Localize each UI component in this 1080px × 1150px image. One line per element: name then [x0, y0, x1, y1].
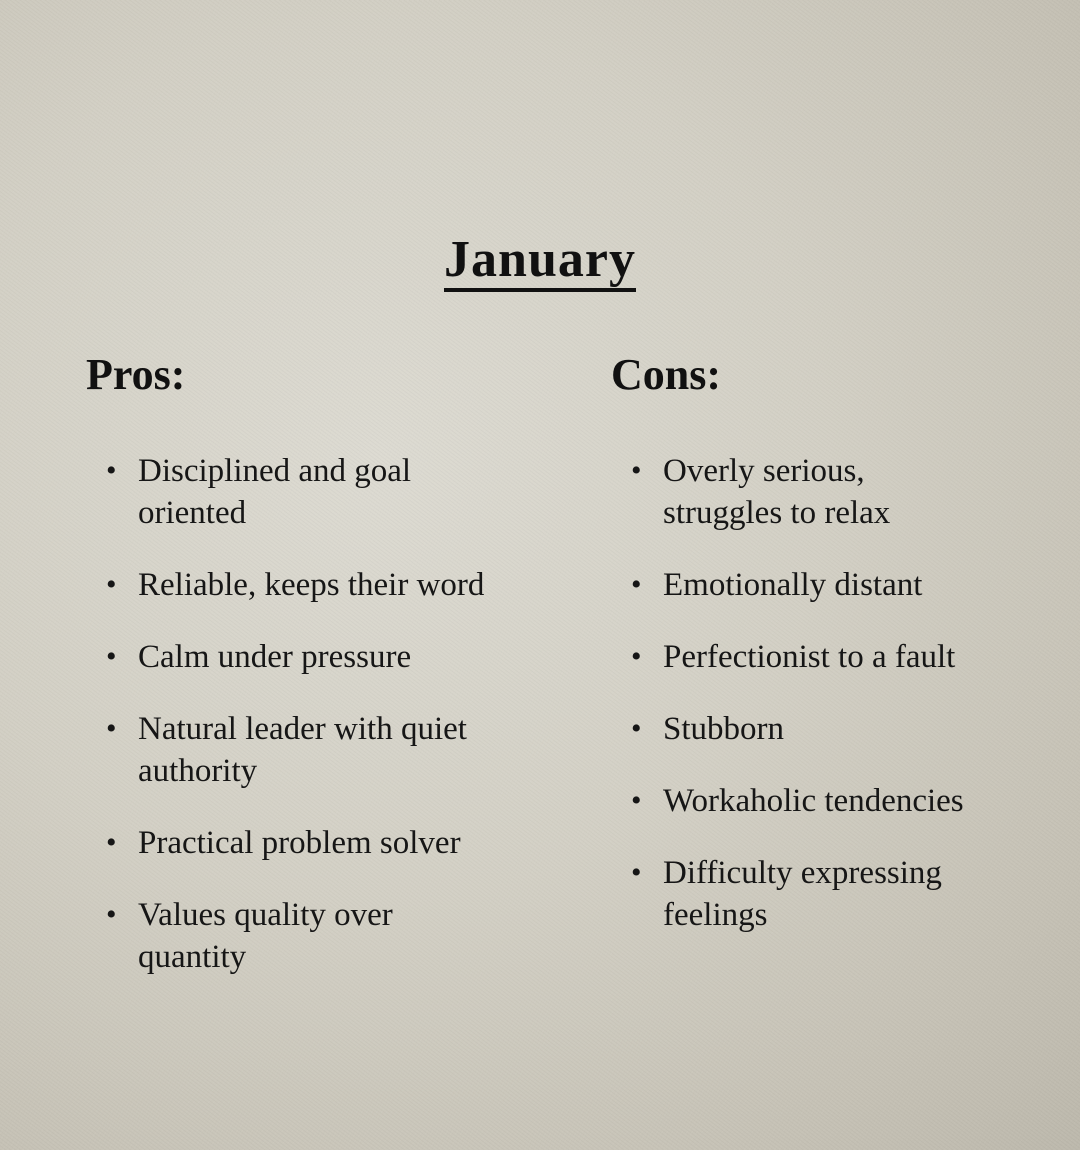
pros-column	[86, 348, 556, 975]
pros-item: • Values quality over quantity	[86, 894, 438, 978]
pros-heading: Pros:	[86, 350, 186, 399]
cons-heading: Cons:	[611, 350, 722, 399]
pros-item: • Calm under pressure	[86, 636, 556, 678]
page-title-text: January	[444, 231, 636, 292]
cons-item: • Difficulty expressing feelings	[611, 852, 983, 936]
cons-list	[611, 450, 1051, 966]
cons-item: • Emotionally distant	[611, 564, 1051, 606]
pros-list	[86, 450, 556, 1008]
cons-item: • Perfectionist to a fault	[611, 636, 1051, 678]
cons-item: • Stubborn	[611, 708, 1051, 750]
pros-item: • Natural leader with quiet authority	[86, 708, 538, 792]
cons-item: • Workaholic tendencies	[611, 780, 1051, 822]
pros-item: • Disciplined and goal oriented	[86, 450, 458, 534]
page-title	[0, 231, 1080, 288]
pros-item: • Reliable, keeps their word	[86, 564, 556, 606]
cons-item: • Overly serious, struggles to relax	[611, 450, 963, 534]
cons-column	[611, 348, 1051, 933]
pros-item: • Practical problem solver	[86, 822, 556, 864]
